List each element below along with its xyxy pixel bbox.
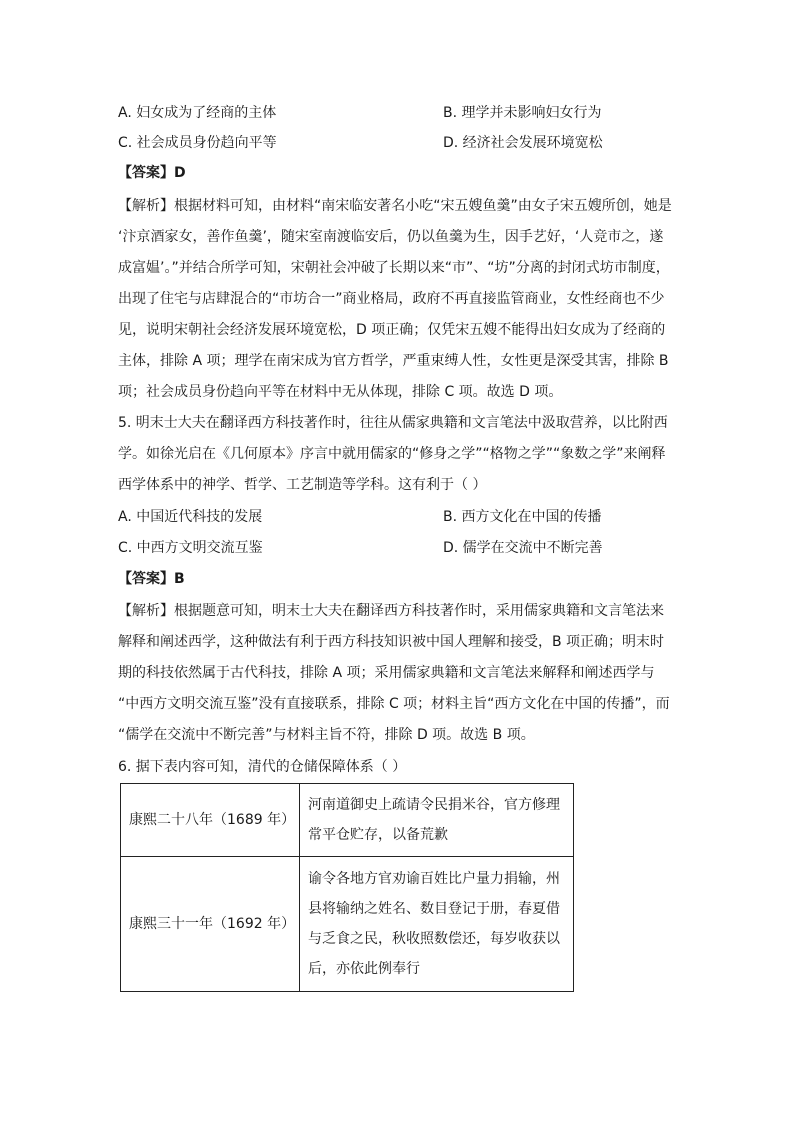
q4-option-a: A. 妇女成为了经商的主体: [118, 105, 277, 121]
q4-option-d: D. 经济社会发展环境宽松: [443, 135, 603, 151]
q4-analysis-line: 见，说明宋朝社会经济发展环境宽松，D 项正确；仅凭宋五嫂不能得出妇女成为了经商的: [118, 322, 666, 338]
q5-option-c: C. 中西方文明交流互鉴: [118, 540, 263, 556]
q4-option-c: C. 社会成员身份趋向平等: [118, 135, 277, 151]
q5-stem-line: 西学体系中的神学、哲学、工艺制造等学科。这有利于（ ）: [118, 477, 487, 493]
q5-analysis-line: 解释和阐述西学，这种做法有利于西方科技知识被中国人理解和接受，B 项正确；明末时: [118, 634, 665, 650]
q4-analysis-line: 出现了住宅与店肆混合的“市坊合一”商业格局，政府不再直接监管商业，女性经商也不少: [118, 291, 665, 307]
table-cell-content: [300, 784, 574, 857]
q4-analysis-line: 成富媪’。”并结合所学可知，宋朝社会冲破了长期以来“市”、“坊”分离的封闭式坊市制度，: [118, 260, 670, 276]
q5-option-a: A. 中国近代科技的发展: [118, 509, 263, 525]
q4-analysis-line: ‘汴京酒家女，善作鱼羹’，随宋室南渡临安后，仍以鱼羹为生，因手艺好，‘人竞市之，遂: [118, 229, 664, 245]
q5-option-d: D. 儒学在交流中不断完善: [443, 540, 603, 556]
q5-option-b: B. 西方文化在中国的传播: [443, 509, 602, 525]
q6-table: [120, 783, 574, 992]
q5-analysis-line: 【解析】根据题意可知，明末士大夫在翻译西方科技著作时，采用儒家典籍和文言笔法来: [118, 603, 664, 619]
q5-analysis-line: 期的科技依然属于古代科技，排除 A 项；采用儒家典籍和文言笔法来解释和阐述西学与: [118, 665, 655, 681]
q5-stem-line: 5. 明末士大夫在翻译西方科技著作时，往往从儒家典籍和文言笔法中汲取营养，以比附西: [118, 415, 668, 431]
table-cell-year: 康熙三十一年（1692 年）: [121, 857, 300, 992]
table-cell-line: 河南道御史上疏请令民捐米谷，官方修理: [308, 797, 560, 813]
q4-analysis-line: 主体，排除 A 项；理学在南宋成为官方哲学，严重束缚人性，女性更是深受其害，排除 B: [118, 353, 669, 369]
q5-answer: 【答案】B: [118, 571, 185, 587]
table-row: [121, 857, 574, 992]
q4-analysis-line: 【解析】根据材料可知，由材料“南宋临安著名小吃“宋五嫂鱼羹”由女子宋五嫂所创，她是: [118, 198, 672, 214]
table-cell-line: 谕令各地方官劝谕百姓比户量力捐输，州: [308, 871, 560, 887]
table-cell-line: 后，亦依此例奉行: [308, 961, 420, 977]
table-cell-line: 与乏食之民，秋收照数偿还，每岁收获以: [308, 931, 560, 947]
table-cell-year: 康熙二十八年（1689 年）: [121, 784, 300, 857]
q5-analysis-line: “儒学在交流中不断完善”与材料主旨不符，排除 D 项。故选 B 项。: [118, 727, 535, 743]
table-cell-content: [300, 857, 574, 992]
table-row: [121, 784, 574, 857]
q4-analysis-line: 项；社会成员身份趋向平等在材料中无从体现，排除 C 项。故选 D 项。: [118, 384, 563, 400]
q6-stem: 6. 据下表内容可知，清代的仓储保障体系（ ）: [118, 759, 407, 775]
table-cell-line: 县将输纳之姓名、数目登记于册，春夏借: [308, 901, 560, 917]
q5-analysis-line: “中西方文明交流互鉴”没有直接联系，排除 C 项；材料主旨“西方文化在中国的传播”，而: [118, 696, 670, 712]
q4-option-b: B. 理学并未影响妇女行为: [443, 105, 602, 121]
table-cell-line: 常平仓贮存，以备荒歉: [308, 827, 448, 843]
q4-answer: 【答案】D: [118, 165, 186, 181]
q5-stem-line: 学。如徐光启在《几何原本》序言中就用儒家的“修身之学”“格物之学”“象数之学”来阐释: [118, 446, 666, 462]
